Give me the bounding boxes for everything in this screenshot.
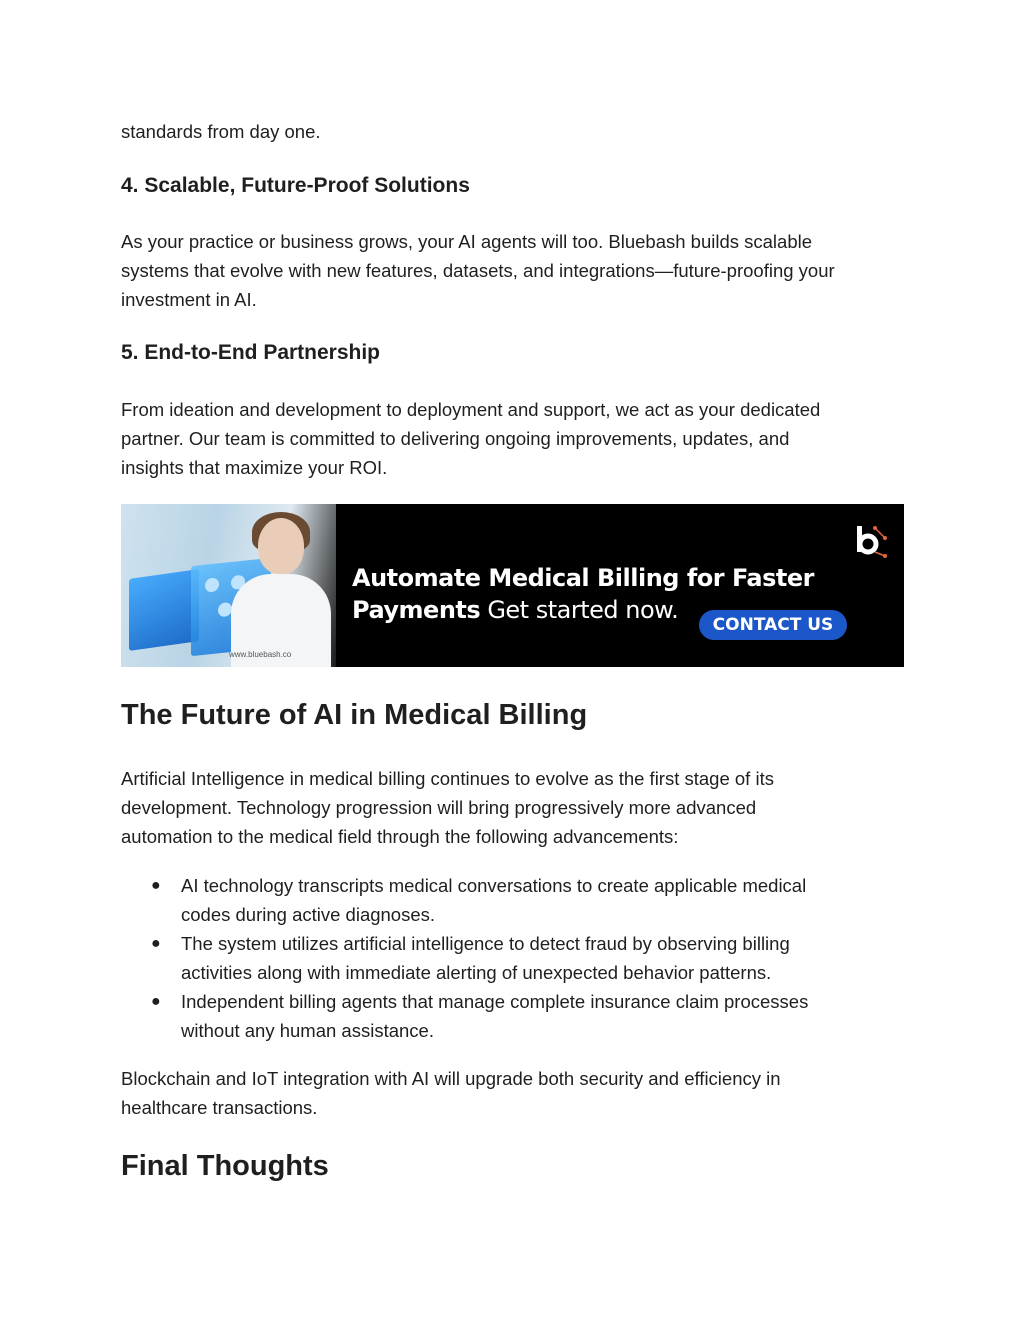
section4-heading: 4. Scalable, Future-Proof Solutions (121, 174, 470, 197)
list-item (121, 987, 904, 1045)
doctor-photo (121, 504, 336, 667)
section5-line3: insights that maximize your ROI. (121, 457, 388, 478)
bullet-icon: ● (151, 935, 161, 952)
screen-dot (218, 602, 232, 617)
section5-line1: From ideation and development to deployment and support, we act as your dedicated (121, 399, 821, 420)
section5-paragraph (121, 395, 904, 482)
bullet-line2: codes during active diagnoses. (181, 904, 436, 925)
screen-dot (205, 577, 219, 592)
bullet-line1: Independent billing agents that manage complete insurance claim processes (181, 991, 809, 1012)
list-item (121, 929, 904, 987)
bullet-line2: activities along with immediate alerting of unexpected behavior patterns. (181, 962, 772, 983)
future-intro (121, 764, 904, 851)
final-thoughts-heading: Final Thoughts (121, 1150, 329, 1182)
future-heading: The Future of AI in Medical Billing (121, 699, 588, 731)
section4-line3: investment in AI. (121, 289, 257, 310)
bullet-icon: ● (151, 993, 161, 1010)
contact-us-button[interactable]: CONTACT US (699, 610, 847, 640)
section4-line2: systems that evolve with new features, datasets, and integrations—future-proofing your (121, 260, 835, 281)
bullet-icon: ● (151, 877, 161, 894)
future-intro-line1: Artificial Intelligence in medical billing continues to evolve as the first stage of its (121, 768, 774, 789)
section5-line2: partner. Our team is committed to delivering ongoing improvements, updates, and (121, 428, 790, 449)
future-intro-line3: automation to the medical field through the following advancements: (121, 826, 679, 847)
doctor-face (258, 518, 304, 574)
banner-headline-light: Get started now. (480, 596, 679, 624)
banner-headline-bold: Payments (352, 596, 481, 624)
tablet-screen-graphic (129, 569, 199, 651)
photo-watermark: www.bluebash.co (229, 650, 292, 659)
future-bullet-list (121, 871, 904, 1045)
section5-heading: 5. End-to-End Partnership (121, 341, 381, 364)
future-closing-line1: Blockchain and IoT integration with AI will upgrade both security and efficiency in (121, 1068, 781, 1089)
section4-paragraph (121, 227, 904, 314)
future-closing-line2: healthcare transactions. (121, 1097, 318, 1118)
promo-banner[interactable] (121, 504, 904, 667)
bullet-line1: The system utilizes artificial intelligence to detect fraud by observing billing (181, 933, 790, 954)
bluebash-logo-icon (855, 522, 889, 558)
bullet-line1: AI technology transcripts medical conversations to create applicable medical (181, 875, 807, 896)
list-item (121, 871, 904, 929)
banner-headline-line1: Automate Medical Billing for Faster (352, 564, 814, 592)
intro-continuation: standards from day one. (121, 121, 321, 142)
bullet-line2: without any human assistance. (181, 1020, 434, 1041)
section4-line1: As your practice or business grows, your AI agents will too. Bluebash builds scalable (121, 231, 813, 252)
future-intro-line2: development. Technology progression will bring progressively more advanced (121, 797, 757, 818)
future-closing (121, 1064, 904, 1122)
